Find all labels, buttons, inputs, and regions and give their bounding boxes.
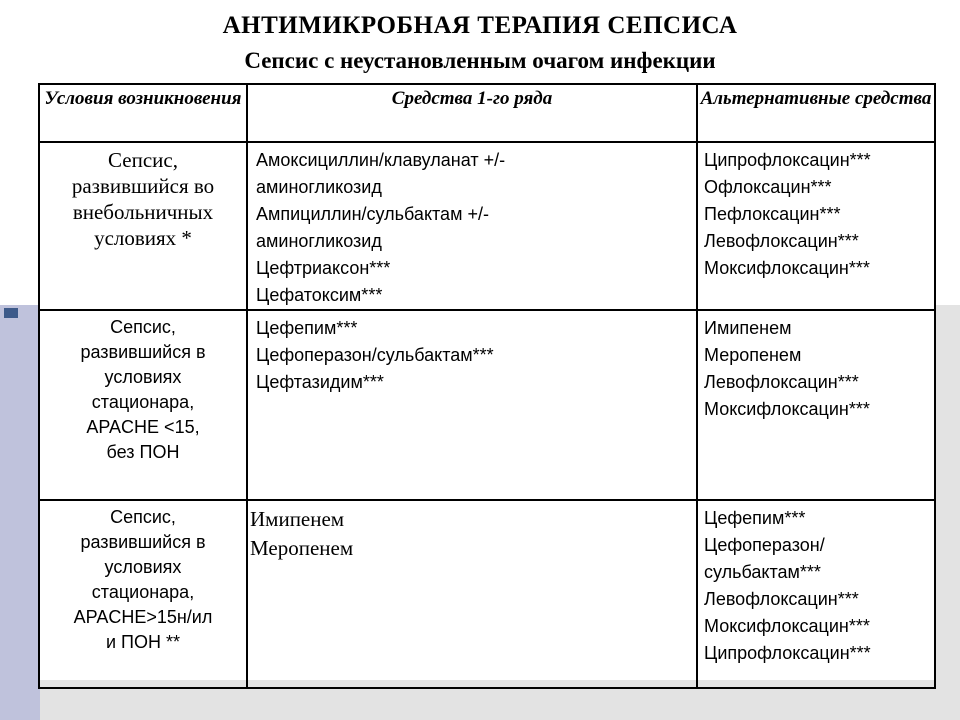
table-row (39, 500, 935, 688)
slide-bullet-mark (4, 308, 18, 318)
cell-condition: Сепсис, развившийся в условиях стационара, APACHE>15н/ил и ПОН ** (39, 500, 247, 688)
cell-condition: Сепсис, развившийся во внебольничных условиях * (39, 142, 247, 310)
page-title: АНТИМИКРОБНАЯ ТЕРАПИЯ СЕПСИСА (222, 12, 738, 39)
header-alternatives: Альтернативные средства (697, 84, 935, 142)
cell-alternatives: Ципрофлоксацин*** Офлоксацин*** Пефлоксацин*** Левофлоксацин*** Моксифлоксацин*** (697, 142, 935, 310)
cell-first-line: Амоксициллин/клавуланат +/- аминогликозид Ампициллин/сульбактам +/- аминогликозид Цефтриаксон*** Цефатоксим*** (247, 142, 697, 310)
header-first-line: Средства 1-го ряда (247, 84, 697, 142)
cell-condition: Сепсис, развившийся в условиях стационара, APACHE <15, без ПОН (39, 310, 247, 500)
cell-first-line: Имипенем Меропенем (247, 500, 697, 688)
left-decor-band (0, 305, 40, 720)
cell-alternatives: Цефепим*** Цефоперазон/ сульбактам*** Левофлоксацин*** Моксифлоксацин*** Ципрофлоксацин*** (697, 500, 935, 688)
right-decor-band (934, 305, 960, 720)
cell-first-line: Цефепим*** Цефоперазон/сульбактам*** Цефтазидим*** (247, 310, 697, 500)
cell-alternatives: Имипенем Меропенем Левофлоксацин*** Моксифлоксацин*** (697, 310, 935, 500)
table-row (39, 310, 935, 500)
page-subtitle: Сепсис с неустановленным очагом инфекции (244, 48, 716, 73)
header-conditions: Условия возникновения (39, 84, 247, 142)
table-header-row (39, 84, 935, 142)
table-row (39, 142, 935, 310)
therapy-table (38, 83, 936, 689)
